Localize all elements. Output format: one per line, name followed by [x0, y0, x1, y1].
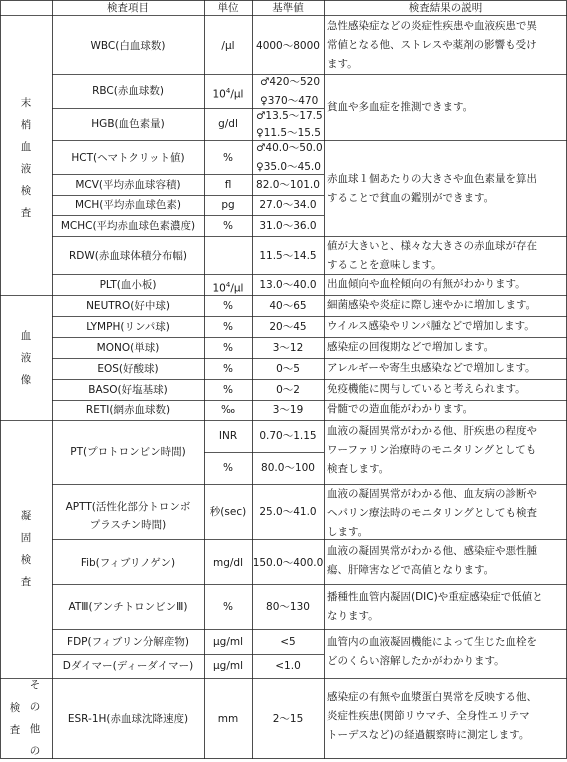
category-other-right: そ の 他 の: [29, 679, 41, 757]
unit-esr: mm: [217, 713, 239, 725]
category-coagulation: 凝 固 検 査: [20, 510, 32, 588]
item-fib: Fib(フィブリノゲン): [80, 557, 176, 569]
ref-rbc-male: ♂420～520: [260, 76, 320, 88]
item-neutro: NEUTRO(好中球): [86, 300, 170, 312]
item-wbc: WBC(白血球数): [90, 40, 166, 52]
note-baso: 免疫機能に関与していると考えられます。: [327, 383, 526, 395]
unit-at3: %: [223, 601, 233, 613]
item-mono: MONO(単球): [96, 342, 160, 354]
unit-fib: mg/dl: [212, 557, 243, 569]
unit-pt-percent: %: [223, 462, 233, 474]
header-reference: 基準値: [272, 2, 304, 14]
header-description: 検査結果の説明: [408, 2, 483, 14]
ref-baso: 0～2: [276, 384, 300, 396]
ref-lymph: 20～45: [269, 321, 307, 333]
unit-lymph: %: [223, 321, 233, 333]
item-mchc: MCHC(平均赤血球色素濃度): [60, 220, 196, 232]
note-pt: 血液の凝固異常がわかる他、肝疾患の程度や ワーファリン治療時のモニタリングとしても 検査します。: [327, 425, 537, 475]
ref-eos: 0～5: [276, 363, 300, 375]
unit-eos: %: [223, 363, 233, 375]
ref-fdp: <5: [280, 636, 296, 648]
item-esr: ESR-1H(赤血球沈降速度): [67, 713, 189, 725]
note-fib: 血液の凝固異常がわかる他、感染症や悪性腫 瘍、肝障害などで高値となります。: [327, 545, 537, 576]
ref-mcv: 82.0～101.0: [256, 179, 320, 191]
unit-rbc: $10^4/\mu l$: [212, 87, 244, 101]
item-mch: MCH(平均赤血球色素): [75, 199, 181, 211]
item-ddimer: Dダイマー(ディーダイマー): [62, 660, 194, 672]
note-aptt: 血液の凝固異常がわかる他、血友病の診断や ヘパリン療法時のモニタリングとしても検査 します。: [327, 488, 537, 538]
unit-mch: pg: [221, 199, 235, 211]
note-reti: 骨髄での造血能がわかります。: [327, 403, 474, 415]
note-at3: 播種性血管内凝固(DIC)や重症感染症で低値と なります。: [327, 591, 543, 622]
item-baso: BASO(好塩基球): [88, 384, 168, 396]
unit-mcv: fl: [224, 179, 232, 191]
item-eos: EOS(好酸球): [97, 363, 159, 375]
unit-hgb: g/dl: [218, 118, 238, 130]
unit-plt: $10^4/\mu l$: [212, 281, 244, 295]
item-plt: PLT(血小板): [99, 279, 157, 291]
note-plt: 出血傾向や血栓傾向の有無がわかります。: [327, 278, 526, 290]
ref-hct-female: ♀35.0～45.0: [256, 161, 321, 173]
ref-hgb-male: ♂13.5～17.5: [256, 110, 323, 122]
ref-reti: 3～19: [272, 404, 304, 416]
ref-at3: 80～130: [266, 601, 310, 613]
unit-ddimer: μg/ml: [212, 660, 244, 672]
note-esr: 感染症の有無や血漿蛋白異常を反映する他、 炎症性疾患(関節リウマチ、全身性エリテマ トーデスなど)の経過観察時に測定します。: [327, 691, 537, 741]
ref-wbc: 4000～8000: [256, 40, 320, 52]
category-other-left: 検 査: [9, 702, 21, 736]
ref-hct-male: ♂40.0～50.0: [256, 142, 323, 154]
ref-mch: 27.0～34.0: [259, 199, 317, 211]
item-fdp: FDP(フィブリン分解産物): [67, 636, 189, 648]
item-hgb: HGB(血色素量): [91, 118, 165, 130]
item-at3: ATⅢ(アンチトロンビンⅢ): [68, 601, 188, 613]
note-lymph: ウイルス感染やリンパ腫などで増加します。: [327, 320, 535, 332]
header-unit: 単位: [217, 2, 239, 14]
ref-mchc: 31.0～36.0: [259, 220, 317, 232]
unit-neutro: %: [223, 300, 233, 312]
unit-hct: %: [223, 152, 233, 164]
item-lymph: LYMPH(リンパ球): [86, 321, 170, 333]
ref-ddimer: <1.0: [275, 660, 301, 672]
ref-aptt: 25.0～41.0: [259, 506, 317, 518]
unit-aptt: 秒(sec): [209, 506, 247, 518]
unit-wbc: /μl: [221, 40, 235, 52]
unit-fdp: μg/ml: [212, 636, 244, 648]
item-hct: HCT(ヘマトクリット値): [71, 152, 185, 164]
item-aptt: APTT(活性化部分トロンボ プラスチン時間): [65, 501, 191, 531]
item-pt: PT(プロトロンビン時間): [70, 446, 186, 458]
ref-rdw: 11.5～14.5: [259, 250, 317, 262]
ref-neutro: 40～65: [269, 300, 307, 312]
note-indices: 赤血球１個あたりの大きさや血色素量を算出 することで貧血の鑑別ができます。: [327, 173, 537, 204]
item-mcv: MCV(平均赤血球容積): [75, 179, 181, 191]
unit-mchc: %: [223, 220, 233, 232]
note-mono: 感染症の回復期などで増加します。: [327, 341, 495, 353]
ref-plt: 13.0～40.0: [259, 279, 317, 291]
unit-reti: ‰: [220, 404, 236, 416]
note-neutro: 細菌感染や炎症に際し速やかに増加します。: [327, 299, 537, 311]
category-blood-smear: 血 液 像: [20, 330, 32, 386]
ref-rbc-female: ♀370～470: [260, 95, 319, 107]
unit-pt-inr: INR: [218, 430, 238, 442]
note-eos: アレルギーや寄生虫感染などで増加します。: [327, 362, 536, 374]
item-reti: RETI(網赤血球数): [85, 404, 171, 416]
unit-mono: %: [223, 342, 233, 354]
note-rbc-hgb: 貧血や多血症を推測できます。: [327, 101, 474, 113]
ref-mono: 3～12: [272, 342, 304, 354]
ref-pt-percent: 80.0～100: [261, 462, 315, 474]
unit-baso: %: [223, 384, 233, 396]
ref-hgb-female: ♀11.5～15.5: [256, 127, 321, 139]
note-wbc: 急性感染症などの炎症性疾患や血液疾患で異 常値となる他、ストレスや薬剤の影響も受け ます。: [327, 20, 537, 70]
item-rbc: RBC(赤血球数): [92, 85, 164, 97]
header-test-item: 検査項目: [107, 2, 149, 14]
item-rdw: RDW(赤血球体積分布幅): [69, 250, 187, 262]
ref-pt-inr: 0.70～1.15: [259, 430, 317, 442]
note-fdp-ddimer: 血管内の血液凝固機能によって生じた血栓を どのくらい溶解したかがわかります。: [327, 636, 537, 667]
ref-esr: 2～15: [272, 713, 304, 725]
category-peripheral-blood: 末 梢 血 液 検 査: [20, 97, 32, 219]
note-rdw: 値が大きいと、様々な大きさの赤血球が存在 することを意味します。: [327, 240, 537, 271]
ref-fib: 150.0～400.0: [252, 557, 324, 569]
